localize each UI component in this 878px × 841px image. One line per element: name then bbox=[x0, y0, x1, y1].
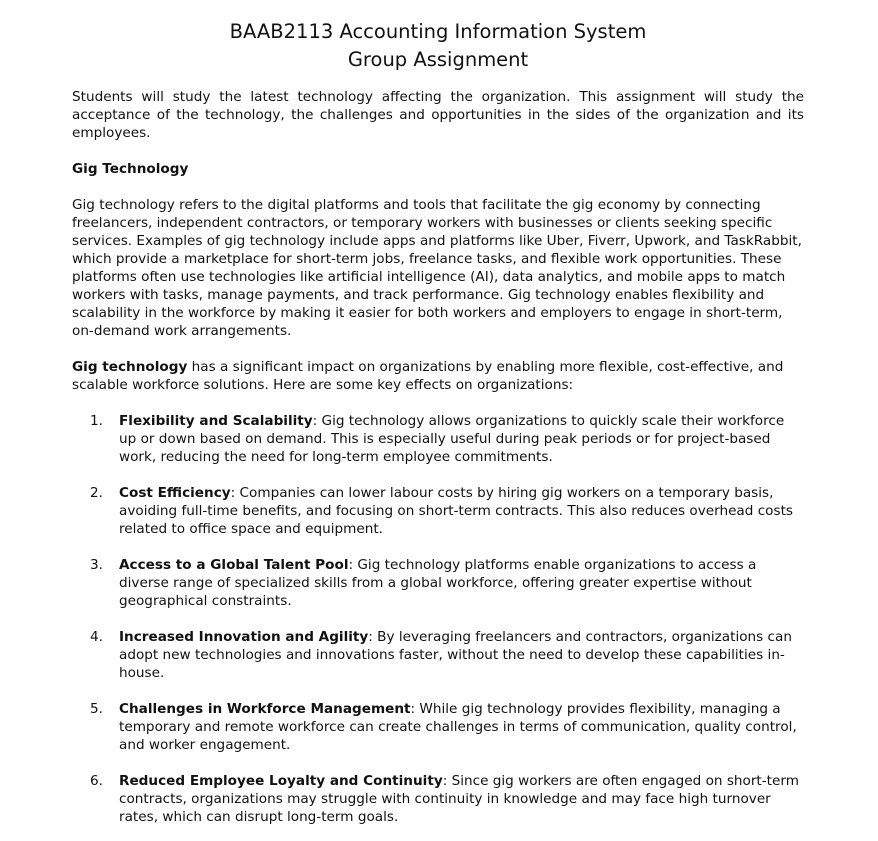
list-item-term: Flexibility and Scalability bbox=[119, 413, 313, 429]
list-item bbox=[72, 556, 804, 610]
list-item-number: 4. bbox=[90, 629, 103, 645]
list-item-term: Access to a Global Talent Pool bbox=[119, 557, 349, 573]
list-item bbox=[72, 772, 804, 826]
list-item-term: Challenges in Workforce Management bbox=[119, 701, 411, 717]
list-item bbox=[72, 412, 804, 466]
list-item-text: : Gig technology allows organizations to quickly scale their workforce up or down based on demand. This is especially useful during peak periods or for project-based work, reducing the need for long-term employee commitments. bbox=[119, 413, 785, 465]
list-item-number: 3. bbox=[90, 557, 103, 573]
effects-list bbox=[72, 412, 804, 826]
impact-paragraph bbox=[72, 358, 804, 394]
impact-text: has a significant impact on organizations by enabling more flexible, cost-effective, and scalable workforce solutions. Here are some key effects on organizations: bbox=[72, 359, 784, 393]
list-item bbox=[72, 484, 804, 538]
list-item-text: : Gig technology platforms enable organizations to access a diverse range of specialized skills from a global workforce, offering greater expertise without geographical constraints. bbox=[119, 557, 757, 609]
list-item-text: : Since gig workers are often engaged on short-term contracts, organizations may struggle with continuity in knowledge and may face high turnover rates, which can disrupt long-term goals. bbox=[119, 773, 799, 825]
list-item bbox=[72, 628, 804, 682]
title-line-assignment: Group Assignment bbox=[347, 48, 529, 71]
list-item-term: Increased Innovation and Agility bbox=[119, 629, 369, 645]
list-item-number: 5. bbox=[90, 701, 103, 717]
list-item-number: 2. bbox=[90, 485, 103, 501]
definition-paragraph: Gig technology refers to the digital platforms and tools that facilitate the gig economy by connecting freelancers, independent contractors, or temporary workers with businesses or clients seeking specific services. Examples of gig technology include apps and platforms like Uber, Fiverr, Upwork, and TaskRabbit, which provide a marketplace for short-term jobs, freelance tasks, and flexible work opportunities. These platforms often use technologies like artificial intelligence (AI), data analytics, and mobile apps to match workers with tasks, manage payments, and track performance. Gig technology enables flexibility and scalability in the workforce by making it easier for both workers and employers to engage in short-term, on-demand work arrangements. bbox=[72, 197, 802, 339]
list-item-text: : While gig technology provides flexibility, managing a temporary and remote workforce can create challenges in terms of communication, quality control, and worker engagement. bbox=[119, 701, 797, 753]
document-title bbox=[72, 18, 804, 74]
section-heading: Gig Technology bbox=[72, 161, 189, 177]
list-item-term: Cost Efficiency bbox=[119, 485, 231, 501]
list-item-text: : By leveraging freelancers and contractors, organizations can adopt new technologies and innovations faster, without the need to develop these capabilities in-house. bbox=[119, 629, 792, 681]
list-item-number: 1. bbox=[90, 413, 103, 429]
impact-bold-term: Gig technology bbox=[72, 359, 188, 375]
intro-paragraph: Students will study the latest technology affecting the organization. This assignment will study the acceptance of the technology, the challenges and opportunities in the sides of the organization and its employees. bbox=[72, 89, 804, 141]
list-item-text: : Companies can lower labour costs by hiring gig workers on a temporary basis, avoiding full-time benefits, and focusing on short-term contracts. This also reduces overhead costs related to office space and equipment. bbox=[119, 485, 793, 537]
list-item-number: 6. bbox=[90, 773, 103, 789]
title-line-course: BAAB2113 Accounting Information System bbox=[229, 20, 647, 43]
list-item bbox=[72, 700, 804, 754]
list-item-term: Reduced Employee Loyalty and Continuity bbox=[119, 773, 443, 789]
